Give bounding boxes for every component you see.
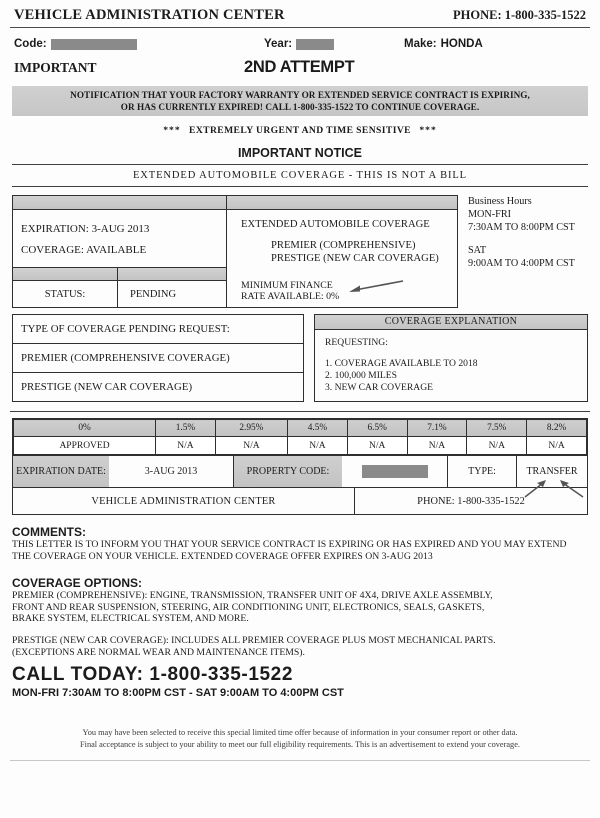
- rates-table-wrapper: [12, 418, 588, 515]
- property-code-value: [342, 456, 448, 487]
- status-strip-left: [13, 268, 118, 280]
- make-value: HONDA: [440, 38, 483, 50]
- minimum-finance-line-1: MINIMUM FINANCE: [241, 280, 333, 291]
- status-cell: N/A: [527, 437, 587, 455]
- coverage-options-premier: [12, 590, 588, 625]
- coverage-explanation-box: [314, 314, 588, 402]
- vehicle-info-row: [0, 28, 600, 50]
- spacer: [0, 699, 600, 713]
- rates-table: [13, 419, 587, 455]
- stars-left-icon: ***: [163, 125, 181, 136]
- rates-divider: [10, 411, 590, 412]
- notice-divider-bottom: [12, 186, 588, 187]
- expiration-box: [12, 195, 227, 308]
- call-hours-text: MON-FRI 7:30AM TO 8:00PM CST - SAT 9:00AM TO 4:00PM CST: [12, 687, 344, 700]
- expiration-box-body: [13, 210, 226, 267]
- table-row-statuses: [14, 437, 587, 455]
- business-hours-gap: [468, 234, 588, 244]
- make-field: [404, 38, 483, 50]
- spacer: [12, 625, 588, 635]
- footer-divider: [10, 760, 590, 761]
- extended-coverage-body: [227, 210, 457, 307]
- urgent-line: [0, 116, 600, 136]
- coverage-plan-prestige: PRESTIGE (NEW CAR COVERAGE): [271, 253, 439, 264]
- code-redaction: [51, 39, 137, 50]
- comments-heading: COMMENTS:: [12, 525, 86, 539]
- pointer-arrow-icon: [347, 279, 405, 293]
- type-of-coverage-heading: TYPE OF COVERAGE PENDING REQUEST:: [13, 315, 303, 344]
- spacer: [0, 562, 600, 576]
- status-cell: N/A: [347, 437, 407, 455]
- status-cell: N/A: [288, 437, 348, 455]
- type-label: TYPE:: [448, 456, 517, 487]
- business-hours-block: [458, 195, 588, 308]
- attempt-badge: 2ND ATTEMPT: [244, 58, 355, 76]
- coverage-options-heading: COVERAGE OPTIONS:: [12, 576, 143, 591]
- business-hours-sat-value: 9:00AM TO 4:00PM CST: [468, 258, 575, 269]
- status-cell: APPROVED: [14, 437, 156, 455]
- list-item: 3. NEW CAR COVERAGE: [325, 382, 434, 393]
- table-row-rates: [14, 420, 587, 437]
- comments-body: [12, 539, 588, 562]
- coverage-plan-premier: PREMIER (COMPREHENSIVE): [271, 240, 416, 251]
- spacer: [0, 515, 600, 525]
- business-hours-weekday-value: 7:30AM TO 8:00PM CST: [468, 222, 575, 233]
- urgent-text: EXTREMELY URGENT AND TIME SENSITIVE: [189, 125, 411, 136]
- organization-title: VEHICLE ADMINISTRATION CENTER: [14, 7, 285, 23]
- year-field: [264, 38, 404, 50]
- rate-cell: 4.5%: [288, 420, 348, 437]
- expiration-box-header-strip: [13, 196, 226, 210]
- code-label: Code:: [14, 38, 47, 50]
- business-hours-title: Business Hours: [468, 196, 532, 207]
- property-code-label: PROPERTY CODE:: [234, 456, 342, 487]
- coverage-request-area: [12, 314, 588, 402]
- coverage-explanation-header: COVERAGE EXPLANATION: [315, 315, 587, 330]
- disclaimer-block: [12, 727, 588, 750]
- property-code-redaction: [362, 465, 428, 478]
- status-label: STATUS:: [13, 281, 118, 307]
- business-hours-sat-label: SAT: [468, 245, 487, 256]
- important-notice-heading: IMPORTANT NOTICE: [237, 146, 363, 160]
- expiration-date-value: 3-AUG 2013: [109, 456, 234, 487]
- make-label: Make:: [404, 38, 437, 50]
- type-of-coverage-box: [12, 314, 304, 402]
- extended-coverage-subtitles: [241, 230, 457, 265]
- disclaimer-line-1: You may have been selected to receive this special limited time offer because of information in your consumer report or other data.: [82, 728, 518, 738]
- comments-line-2: THE COVERAGE ON YOUR VEHICLE. EXTENDED COVERAGE OFFER EXPIRES ON 3-AUG 2013: [12, 550, 433, 562]
- expiration-date-label: EXPIRATION DATE:: [13, 456, 109, 487]
- year-redaction: [296, 39, 334, 50]
- spacer: [0, 713, 600, 727]
- year-label: Year:: [264, 38, 293, 50]
- status-cell: N/A: [215, 437, 287, 455]
- status-value: PENDING: [130, 288, 177, 300]
- coverage-options-prestige: [12, 635, 588, 658]
- header-phone: PHONE: 1-800-335-1522: [453, 8, 586, 22]
- minimum-finance-rate: [241, 280, 339, 302]
- notification-line-1: NOTIFICATION THAT YOUR FACTORY WARRANTY OR EXTENDED SERVICE CONTRACT IS EXPIRING,: [70, 90, 530, 100]
- transfer-arrows-icon: [521, 480, 587, 498]
- premier-line-2: FRONT AND REAR SUSPENSION, STEERING, AIR CONDITIONING UNIT, ELECTRONICS, SEALS, GASKETS,: [12, 601, 485, 613]
- rate-cell: 0%: [14, 420, 156, 437]
- business-hours-weekday-label: MON-FRI: [468, 209, 512, 220]
- rates-footer-row: [13, 487, 587, 514]
- prestige-line-1: PRESTIGE (NEW CAR COVERAGE): INCLUDES ALL PREMIER COVERAGE PLUS MOST MECHANICAL PARTS.: [12, 634, 496, 646]
- call-today-text[interactable]: CALL TODAY: 1-800-335-1522: [12, 664, 294, 686]
- footer-organization: VEHICLE ADMINISTRATION CENTER: [13, 488, 355, 514]
- type-of-coverage-option-premier[interactable]: PREMIER (COMPREHENSIVE COVERAGE): [13, 344, 303, 373]
- status-header-strip: [13, 267, 226, 281]
- extended-coverage-box: [227, 195, 458, 308]
- rate-cell: 2.95%: [215, 420, 287, 437]
- important-label: IMPORTANT: [14, 60, 97, 75]
- extended-coverage-header-strip: [227, 196, 457, 210]
- disclaimer-line-2: Final acceptance is subject to your ability to meet our full eligibility requirements. This is an advertisement to extend your coverage.: [80, 739, 520, 749]
- rate-cell: 6.5%: [347, 420, 407, 437]
- premier-line-3: BRAKE SYSTEM, ELECTRICAL SYSTEM, AND MORE.: [12, 613, 249, 625]
- extended-coverage-title: EXTENDED AUTOMOBILE COVERAGE: [241, 219, 430, 230]
- attempt-row: [0, 50, 600, 77]
- expiration-text: EXPIRATION: 3-AUG 2013: [21, 223, 150, 235]
- coverage-explanation-body: [315, 330, 587, 401]
- expiration-property-row: [13, 455, 587, 487]
- status-row: [13, 281, 226, 307]
- rate-cell: 8.2%: [527, 420, 587, 437]
- coverage-options-block: [12, 576, 588, 658]
- list-item: 2. 100,000 MILES: [325, 370, 397, 381]
- type-of-coverage-option-prestige[interactable]: PRESTIGE (NEW CAR COVERAGE): [21, 381, 193, 393]
- minimum-finance-line-2: RATE AVAILABLE: 0%: [241, 291, 340, 302]
- notification-band: [12, 86, 588, 116]
- rate-cell: 1.5%: [156, 420, 216, 437]
- status-cell: N/A: [156, 437, 216, 455]
- list-item: 1. COVERAGE AVAILABLE TO 2018: [325, 358, 478, 369]
- type-value-cell: [517, 456, 587, 487]
- rate-cell: 7.5%: [467, 420, 527, 437]
- notification-line-2: OR HAS CURRENTLY EXPIRED! CALL 1-800-335-1522 TO CONTINUE COVERAGE.: [120, 102, 480, 112]
- status-cell: N/A: [467, 437, 527, 455]
- coverage-text: COVERAGE: AVAILABLE: [21, 244, 147, 256]
- rate-cell: 7.1%: [407, 420, 467, 437]
- stars-right-icon: ***: [419, 125, 437, 136]
- premier-line-1: PREMIER (COMPREHENSIVE): ENGINE, TRANSMISSION, TRANSFER UNIT OF 4X4, DRIVE AXLE ASSEMBLY,: [12, 590, 493, 602]
- prestige-line-2: (EXCEPTIONS ARE NORMAL WEAR AND MAINTENANCE ITEMS).: [12, 646, 305, 658]
- footer-phone: PHONE: 1-800-335-1522: [417, 495, 525, 507]
- status-cell: N/A: [407, 437, 467, 455]
- not-a-bill-line: EXTENDED AUTOMOBILE COVERAGE - THIS IS NOT A BILL: [132, 170, 467, 181]
- requesting-list: [325, 349, 587, 394]
- requesting-label: REQUESTING:: [325, 337, 388, 348]
- coverage-summary-area: [12, 195, 588, 308]
- comments-line-1: THIS LETTER IS TO INFORM YOU THAT YOUR SERVICE CONTRACT IS EXPIRING OR HAS EXPIRED AND YOU MAY EXTEND: [12, 539, 567, 550]
- code-field: [14, 38, 264, 50]
- comments-block: [12, 525, 588, 562]
- type-value: TRANSFER: [526, 466, 578, 477]
- document-header: [0, 0, 600, 24]
- call-to-action-block: [12, 664, 588, 699]
- status-strip-right: [118, 268, 226, 280]
